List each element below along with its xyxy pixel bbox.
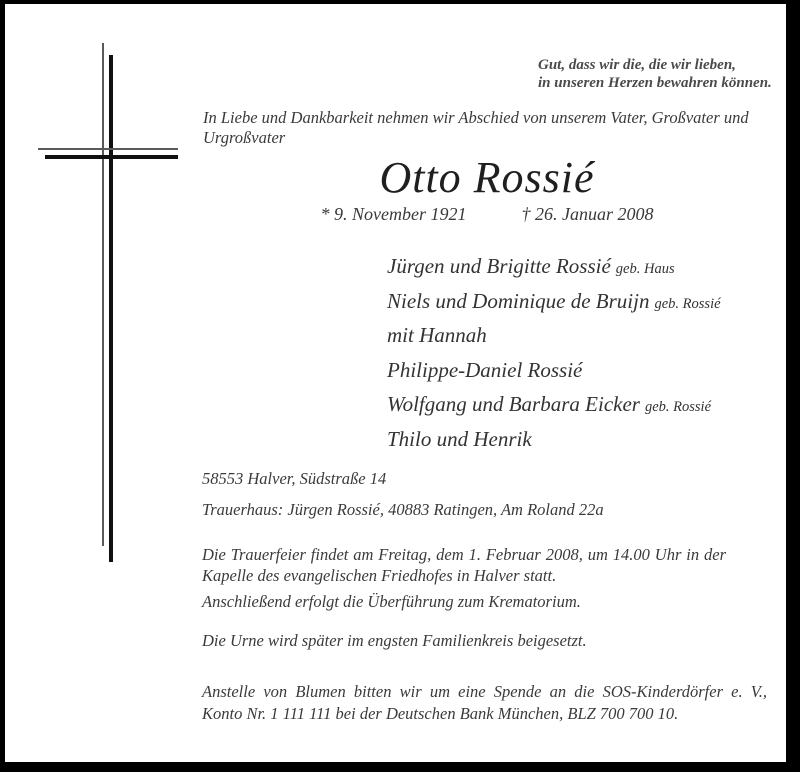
death-date: † 26. Januar 2008 xyxy=(521,204,654,224)
mourner-maiden-name: geb. Rossié xyxy=(644,399,712,416)
mourner-maiden-name: geb. Rossié xyxy=(654,295,721,312)
funeral-service-info xyxy=(202,544,726,612)
birth-date: * 9. November 1921 xyxy=(320,204,467,224)
donation-info xyxy=(202,681,767,725)
cross-vertical-thin-line xyxy=(102,43,104,546)
service-line-1: Die Trauerfeier findet am Freitag, dem 1. Februar 2008, um 14.00 Uhr in der xyxy=(202,545,726,564)
mourner-name: Jürgen und Brigitte Rossié xyxy=(387,254,611,278)
obituary-page xyxy=(5,4,786,762)
cremation-line: Anschließend erfolgt die Überführung zum Krematorium. xyxy=(202,592,581,611)
life-dates xyxy=(157,204,800,225)
epigraph-line-2: in unseren Herzen bewahren können. xyxy=(538,75,772,91)
intro-line-2: Urgroßvater xyxy=(203,127,286,147)
epigraph xyxy=(538,56,772,92)
address-block xyxy=(202,463,604,525)
mourner-name: Niels und Dominique de Bruijn xyxy=(387,288,650,313)
urn-burial-line: Die Urne wird später im engsten Familienkreis beigesetzt. xyxy=(202,631,587,650)
mourner-name: mit Hannah xyxy=(387,323,487,348)
mourner-row xyxy=(387,251,721,286)
intro-text xyxy=(203,108,749,147)
epigraph-line-1: Gut, dass wir die, die wir lieben, xyxy=(538,57,736,73)
cross-vertical-thick-line xyxy=(109,55,113,562)
mourners-list xyxy=(387,251,721,459)
service-line-2: Kapelle des evangelischen Friedhofes in Halver statt. xyxy=(202,566,557,585)
mourner-row xyxy=(387,389,721,424)
donation-line-2: Konto Nr. 1 111 111 bei der Deutschen Bank München, BLZ 700 700 10. xyxy=(202,704,679,723)
deceased-name: Otto Rossié xyxy=(379,153,595,202)
mourner-name: Philippe-Daniel Rossié xyxy=(387,357,583,382)
mourner-row xyxy=(387,286,721,321)
intro-line-1: In Liebe und Dankbarkeit nehmen wir Abschied von unserem Vater, Großvater und xyxy=(203,108,749,127)
home-address-line: 58553 Halver, Südstraße 14 xyxy=(202,469,387,488)
mourner-row xyxy=(387,320,721,355)
mourner-name: Wolfgang und Barbara Eicker xyxy=(387,392,640,417)
mourner-row xyxy=(387,355,721,390)
mourning-house-line: Trauerhaus: Jürgen Rossié, 40883 Ratingen, Am Roland 22a xyxy=(202,500,604,519)
donation-line-1: Anstelle von Blumen bitten wir um eine Spende an die SOS-Kinderdörfer e. V., xyxy=(202,682,767,701)
mourner-row xyxy=(387,424,721,459)
mourner-name: Thilo und Henrik xyxy=(387,426,532,451)
cross-horizontal-thin-line xyxy=(38,148,178,150)
mourner-maiden-name: geb. Haus xyxy=(615,261,675,277)
